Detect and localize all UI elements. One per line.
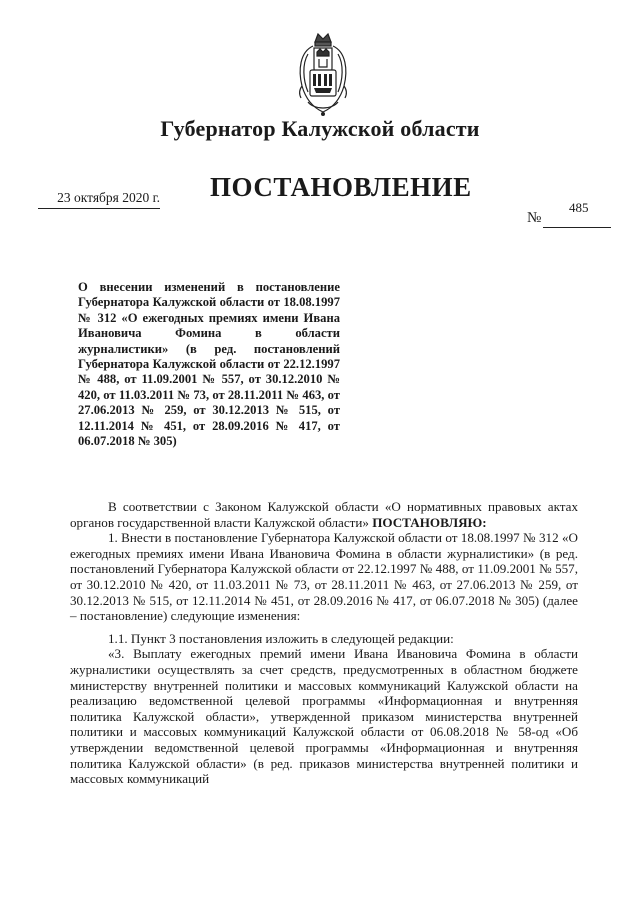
number-sign: №	[527, 210, 542, 226]
document-subject: О внесении изменений в постановление Губернатора Калужской области от 18.08.1997 № 312 «О ежегодных премиях имени Ивана Ивановича Фомина в области журналистики» (в ред. постановлений Губернатора Калужской области от 22.12.1997 № 488, от 11.09.2001 № 557, от 30.12.2010 № 420, от 11.03.2011 № 73, от 28.11.2011 № 463, от 27.06.2013 № 259, от 30.12.2013 № 515, от 12.11.2014 № 451, от 28.09.2016 № 417, от 06.07.2018 № 305)	[78, 280, 340, 449]
kaluga-coat-of-arms-icon	[294, 30, 352, 118]
resolve-keyword: ПОСТАНОВЛЯЮ:	[372, 514, 487, 530]
document-number: 485	[569, 200, 589, 215]
number-underline	[543, 227, 611, 228]
item-1-paragraph: 1. Внести в постановление Губернатора Калужской области от 18.08.1997 № 312 «О ежегодных премиях имени Ивана Ивановича Фомина в области журналистики» (в ред. постановлений Губернатора Калужской области от 22.12.1997 № 488, от 11.09.2001 № 557, от 30.12.2010 № 420, от 11.03.2011 № 73, от 28.11.2011 № 463, от 27.06.2013 № 259, от 30.12.2013 № 515, от 12.11.2014 № 451, от 28.09.2016 № 417, от 06.07.2018 № 305) (далее – постановление) следующие изменения:	[70, 530, 578, 624]
document-number-block	[527, 200, 612, 228]
document-date: 23 октября 2020 г.	[38, 190, 160, 209]
item-1-1-paragraph: 1.1. Пункт 3 постановления изложить в следующей редакции:	[108, 630, 454, 646]
preamble-text: В соответствии с Законом Калужской области «О нормативных правовых актах органов государственной власти Калужской области»	[70, 499, 578, 530]
issuer-title: Губернатор Калужской области	[160, 116, 480, 141]
document-type-title: ПОСТАНОВЛЕНИЕ	[210, 172, 472, 202]
document-body	[70, 499, 578, 787]
quote-paragraph: «3. Выплату ежегодных премий имени Ивана Ивановича Фомина в области журналистики осуществлять за счет средств, предусмотренных в областном бюджете министерству внутренней политики и массовых коммуникаций Калужской области на реализацию ведомственной целевой программы «Информационная и внутренняя политика Калужской области», утвержденной приказом министерства внутренней политики и массовых коммуникаций Калужской области от 06.08.2018 № 58-од «Об утверждении ведомственной целевой программы «Информационная и внутренняя политика Калужской области» (в ред. приказов министерства внутренней политики и массовых коммуникаций	[70, 646, 578, 787]
preamble-paragraph	[70, 499, 578, 530]
